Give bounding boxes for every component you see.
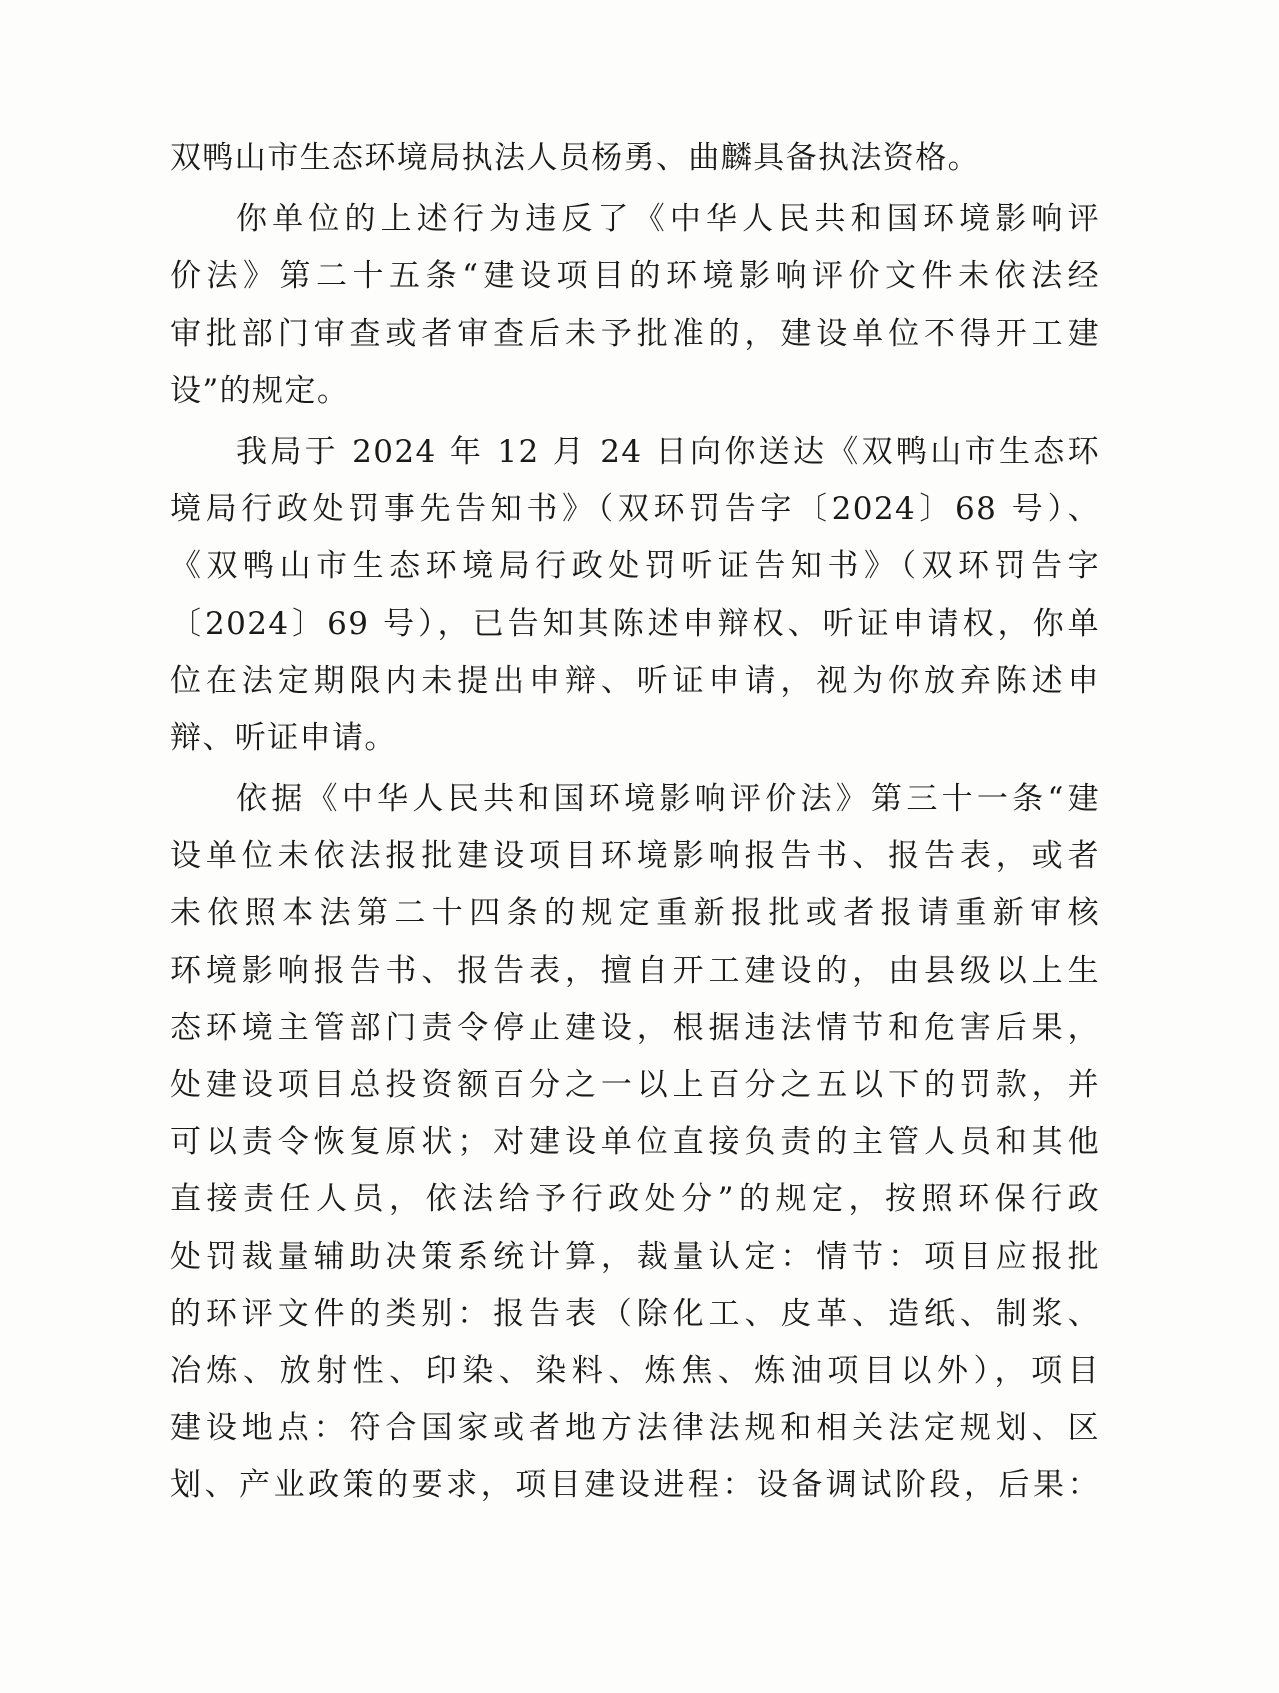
paragraph-4-line-9: 处罚裁量辅助决策系统计算，裁量认定：情节：项目应报批: [170, 1238, 1100, 1275]
paragraph-3-line-4: 〔2024〕69 号），已告知其陈述申辩权、听证申请权，你单: [170, 605, 1100, 642]
paragraph-4-line-12: 建设地点：符合国家或者地方法律法规和相关法定规划、区: [170, 1410, 1100, 1447]
paragraph-4-line-7: 可以责令恢复原状；对建设单位直接负责的主管人员和其他: [170, 1124, 1100, 1161]
paragraph-2-line-4: 设”的规定。: [170, 372, 350, 409]
paragraph-2-line-2: 价法》第二十五条“建设项目的环境影响评价文件未依法经: [170, 258, 1100, 295]
paragraph-3-line-3: 《双鸭山市生态环境局行政处罚听证告知书》（双环罚告字: [170, 548, 1100, 585]
paragraph-4-line-3: 未依照本法第二十四条的规定重新报批或者报请重新审核: [170, 895, 1100, 932]
paragraph-2-line-1: 你单位的上述行为违反了《中华人民共和国环境影响评: [236, 201, 1100, 238]
paragraph-4-line-8: 直接责任人员，依法给予行政处分”的规定，按照环保行政: [170, 1181, 1100, 1218]
paragraph-4-line-5: 态环境主管部门责令停止建设，根据违法情节和危害后果，: [170, 1009, 1100, 1046]
paragraph-4-line-6: 处建设项目总投资额百分之一以上百分之五以下的罚款，并: [170, 1067, 1100, 1103]
paragraph-3-line-5: 位在法定期限内未提出申辩、听证申请，视为你放弃陈述申: [170, 662, 1100, 699]
paragraph-4-line-10: 的环评文件的类别：报告表（除化工、皮革、造纸、制浆、: [170, 1295, 1100, 1332]
paragraph-2-line-3: 审批部门审查或者审查后未予批准的，建设单位不得开工建: [170, 315, 1100, 352]
paragraph-4-line-4: 环境影响报告书、报告表，擅自开工建设的，由县级以上生: [170, 952, 1100, 989]
paragraph-1-line-1: 双鸭山市生态环境局执法人员杨勇、曲麟具备执法资格。: [170, 140, 980, 176]
paragraph-4-line-2: 设单位未依法报批建设项目环境影响报告书、报告表，或者: [170, 838, 1100, 875]
paragraph-4-line-1: 依据《中华人民共和国环境影响评价法》第三十一条“建: [236, 781, 1100, 818]
document-body: [170, 130, 1100, 1515]
paragraph-3-line-6: 辩、听证申请。: [170, 719, 397, 756]
paragraph-4-line-11: 冶炼、放射性、印染、染料、炼焦、炼油项目以外），项目: [170, 1352, 1100, 1389]
paragraph-4-line-13: 划、产业政策的要求，项目建设进程：设备调试阶段，后果：: [170, 1467, 1100, 1504]
paragraph-3-line-1: 我局于 2024 年 12 月 24 日向你送达《双鸭山市生态环: [236, 433, 1100, 470]
paragraph-3-line-2: 境局行政处罚事先告知书》（双环罚告字〔2024〕68 号）、: [170, 491, 1100, 528]
